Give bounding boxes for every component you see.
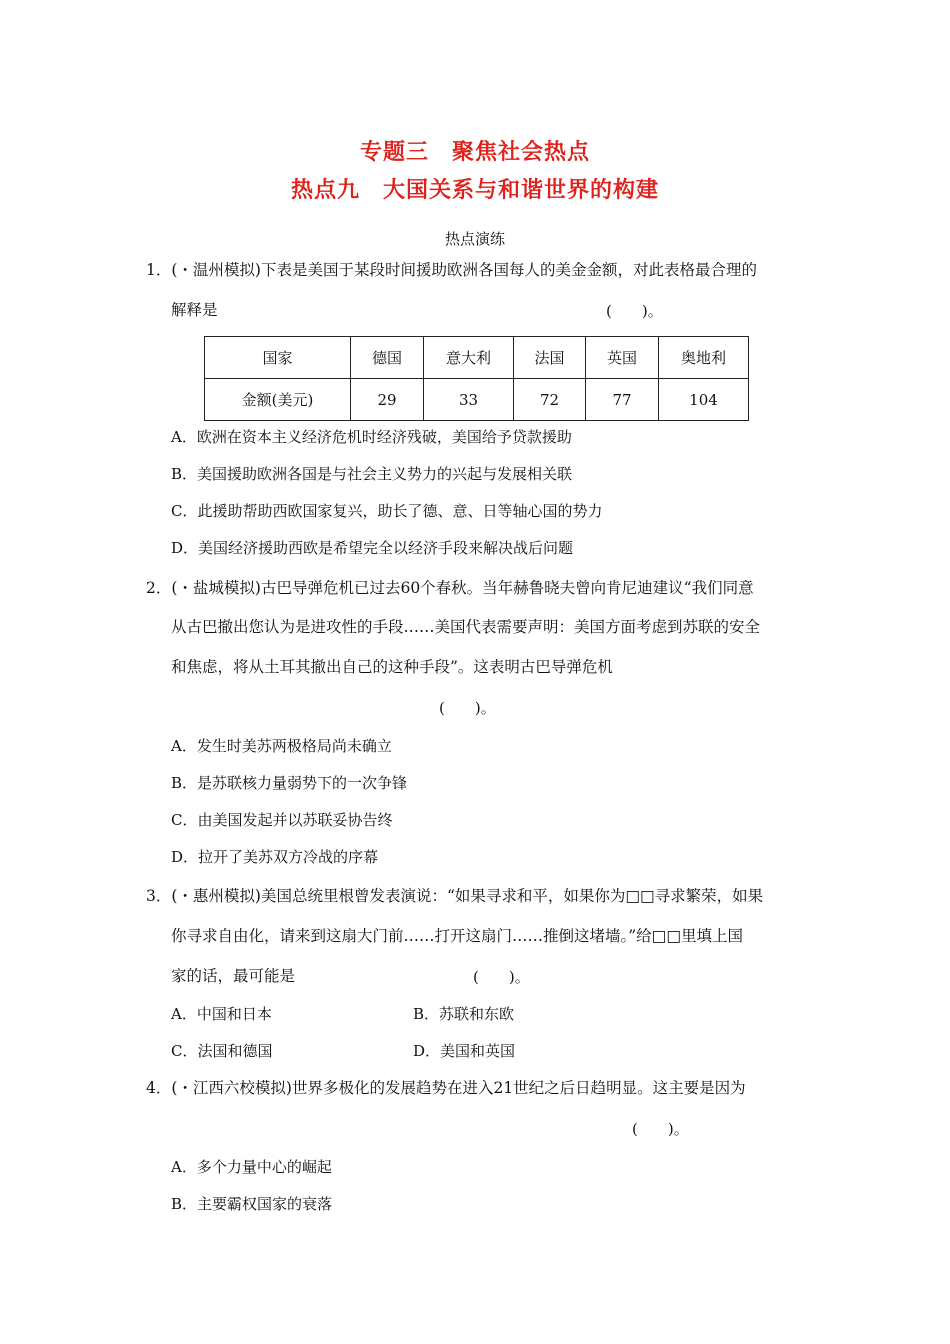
- question-2-option-a: A．发生时美苏两极格局尚未确立: [171, 737, 392, 755]
- aid-table: [204, 336, 749, 421]
- question-2-line-1: 2．(・盐城模拟)古巴导弹危机已过去60个春秋。当年赫鲁晓夫曾向肯尼迪建议“我们同意: [146, 579, 754, 597]
- question-1-option-c: C．此援助帮助西欧国家复兴，助长了德、意、日等轴心国的势力: [171, 502, 603, 520]
- table-row: [205, 379, 749, 421]
- table-header-cell: 意大利: [424, 337, 514, 379]
- question-2-option-b: B．是苏联核力量弱势下的一次争锋: [171, 774, 408, 792]
- table-cell: 72: [514, 379, 586, 421]
- table-cell: 104: [659, 379, 749, 421]
- question-4-option-b: B．主要霸权国家的衰落: [171, 1195, 333, 1213]
- question-1-option-b: B．美国援助欧洲各国是与社会主义势力的兴起与发展相关联: [171, 465, 573, 483]
- table-header-cell: 法国: [514, 337, 586, 379]
- section-heading: 热点演练: [444, 230, 505, 248]
- question-3-option-b: B．苏联和东欧: [413, 1005, 515, 1023]
- table-header-row: [205, 337, 749, 379]
- question-2-option-d: D．拉开了美苏双方冷战的序幕: [171, 848, 379, 866]
- question-2-option-c: C．由美国发起并以苏联妥协告终: [171, 811, 393, 829]
- question-3-option-c: C．法国和德国: [171, 1042, 273, 1060]
- question-1-option-a: A．欧洲在资本主义经济危机时经济残破，美国给予贷款援助: [171, 428, 572, 446]
- table-header-cell: 奥地利: [659, 337, 749, 379]
- question-1-line-2: 解释是: [171, 301, 218, 319]
- question-4-answer-blank: ( )。: [632, 1120, 689, 1138]
- table-header-cell: 国家: [205, 337, 351, 379]
- question-1-answer-blank: ( )。: [606, 302, 663, 320]
- question-3-option-d: D．美国和英国: [413, 1042, 516, 1060]
- question-3-option-a: A．中国和日本: [171, 1005, 272, 1023]
- page-subtitle: 热点九 大国关系与和谐世界的构建: [290, 177, 659, 203]
- question-1-line-1: 1．(・温州模拟)下表是美国于某段时间援助欧洲各国每人的美金金额，对此表格最合理的: [146, 261, 757, 279]
- question-4-line-1: 4．(・江西六校模拟)世界多极化的发展趋势在进入21世纪之后日趋明显。这主要是因为: [146, 1079, 746, 1097]
- question-4-option-a: A．多个力量中心的崛起: [171, 1158, 332, 1176]
- question-2-answer-blank: ( )。: [439, 699, 496, 717]
- table-header-cell: 英国: [586, 337, 659, 379]
- table-cell: 29: [351, 379, 424, 421]
- question-3-line-1: 3．(・惠州模拟)美国总统里根曾发表演说：“如果寻求和平，如果你为□□寻求繁荣，如果: [146, 887, 764, 905]
- question-3-line-2: 你寻求自由化，请来到这扇大门前……打开这扇门……推倒这堵墙。”给□□里填上国: [171, 927, 743, 945]
- table-cell: 77: [586, 379, 659, 421]
- question-3-answer-blank: ( )。: [473, 968, 530, 986]
- table-header-cell: 德国: [351, 337, 424, 379]
- question-2-line-3: 和焦虑，将从土耳其撤出自己的这种手段”。这表明古巴导弹危机: [171, 658, 613, 676]
- question-1-option-d: D．美国经济援助西欧是希望完全以经济手段来解决战后问题: [171, 539, 574, 557]
- table-cell: 33: [424, 379, 514, 421]
- question-3-line-3: 家的话，最可能是: [171, 967, 296, 985]
- page-title: 专题三 聚焦社会热点: [359, 139, 590, 165]
- question-2-line-2: 从古巴撤出您认为是进攻性的手段……美国代表需要声明：美国方面考虑到苏联的安全: [171, 618, 761, 636]
- table-cell: 金额(美元): [205, 379, 351, 421]
